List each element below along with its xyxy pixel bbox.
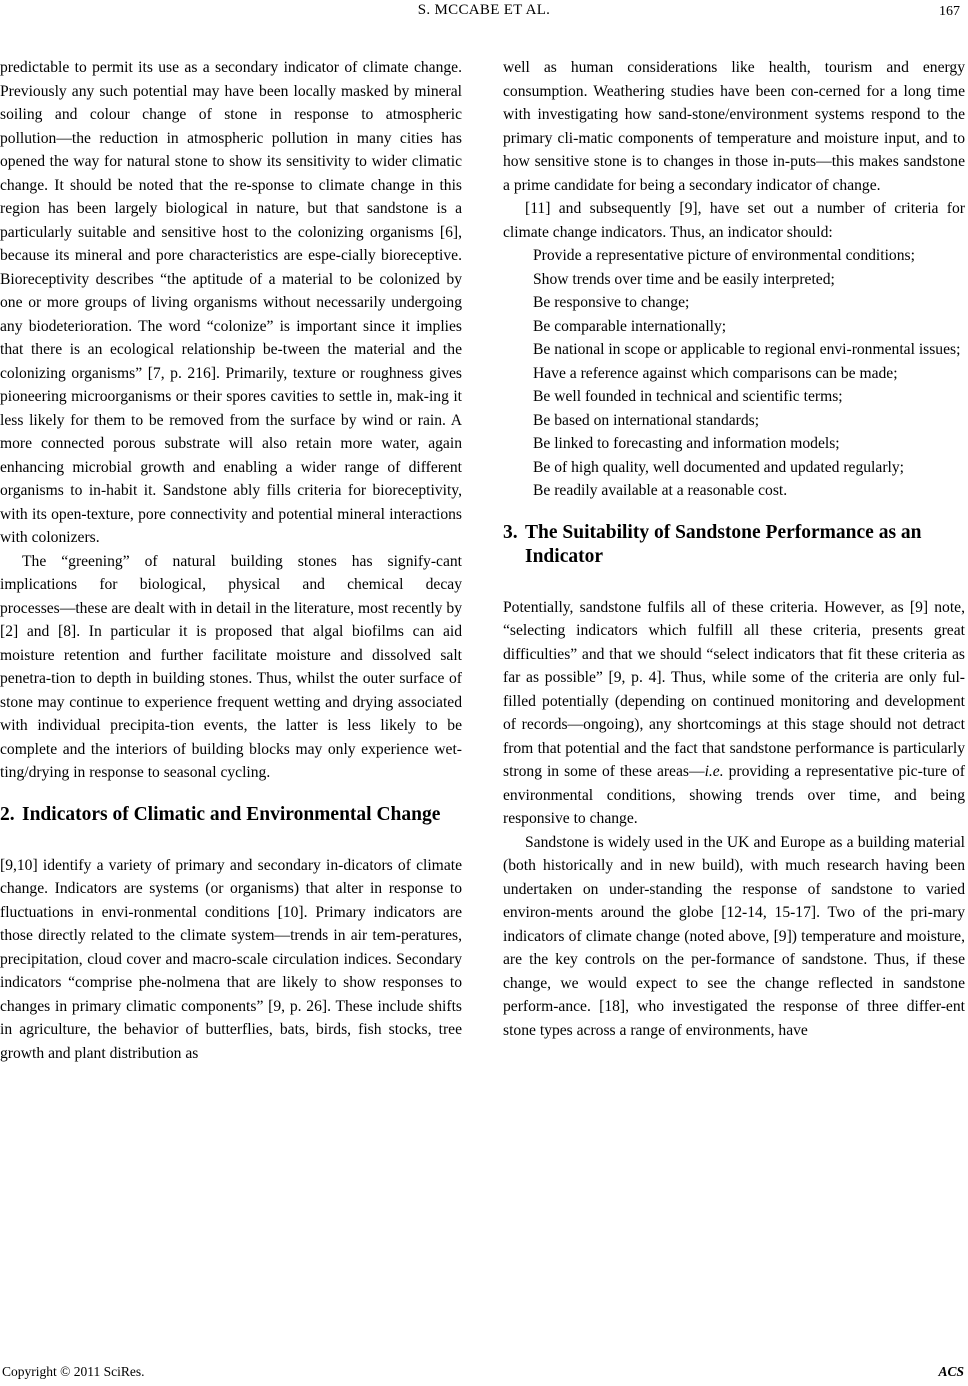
ie-abbreviation: i.e. xyxy=(704,763,724,780)
right-paragraph-3 xyxy=(503,596,965,831)
running-head xyxy=(0,0,968,26)
section-3-title: The Suitability of Sandstone Performance as an Indicator xyxy=(525,521,922,567)
criteria-item: Be comparable internationally; xyxy=(533,317,727,335)
criteria-item: Provide a representative picture of environmental conditions; xyxy=(533,247,915,264)
criteria-item: Show trends over time and be easily interpreted; xyxy=(533,270,835,288)
criteria-item: Be based on international standards; xyxy=(533,411,760,429)
criteria-item: Be national in scope or applicable to regional envi-ronmental issues; xyxy=(533,341,961,358)
left-paragraph-1: predictable to permit its use as a secondary indicator of climate change. Previously any such potential may have been locally masked by mineral soiling and colour change of stone in response to atmospheric pollution―the reduction in atmospheric pollution in many cities has opened the way for natural stone to show its sensitivity to wider climatic change. It should be noted that the re-sponse to climate change in this region has been largely biological in nature, but that sandstone is a particularly suitable and sensitive host to the colonizing organisms [6], because its mineral and pore characteristics are espe-cially bioreceptive. Bioreceptivity describes “the aptitude of a material to be colonized by one or more groups of living organisms without necessarily undergoing any biodeterioration. The word “colonize” is important since it implies that there is an ecological relationship be-tween the material and the colonizing organisms” [7, p. 216]. Primarily, texture or roughness gives pioneering microorganisms or their spores cavities to settle in, mak-ing it less likely for them to be removed from the surface by wind or rain. A more connected porous substrate will also retain more water, again enhancing microbial growth and enabling a wider range of different organisms to in-habit it. Sandstone ably fills criteria for bioreceptivity, with its open-texture, pore connectivity and potential mineral interactions with colonizers. xyxy=(0,59,462,546)
criteria-list xyxy=(503,244,965,503)
right-paragraph-3-text-a: Potentially, sandstone fulfils all of these criteria. However, as [9] note, “selecting indicators which fulfill all these criteria, presents great difficulties” and that we should “select indicators that fit these criteria as far as possible” [9, p. 4]. Thus, while some of the criteria are only ful-filled potentially (depending on continued monitoring and development of records―ongoing), any shortcomings at this stage should not detract from that potential and the fact that sandstone performance is particularly strong in some of these areas― xyxy=(503,598,965,780)
right-paragraph-4: Sandstone is widely used in the UK and Europe as a building material (both historically and in new build), with much research having been undertaken on under-standing the response of sandstone to varied environ-ments around the globe [12-14, 15-17]. Two of the pri-mary indicators of climate change (noted above, [9]) temperature and moisture, are the key controls on the per-formance of sandstone. Thus, if these change, we would expect to see the change reflected in sandstone perform-ance. [18], who investigated the response of three differ-ent stone types across a range of environments, have xyxy=(503,833,965,1039)
right-paragraph-3-text-b: providing a representative pic-ture of environmental conditions, showing trends over time, and being responsive to change. xyxy=(503,763,965,827)
section-3-number: 3. xyxy=(503,521,518,543)
criteria-item: Be linked to forecasting and information models; xyxy=(533,435,840,452)
left-paragraph-2: The “greening” of natural building stones has signify-cant implications for biological, physical and chemical decay processes―these are dealt with in detail in the literature, most recently by [2] and [8]. In particular it is proposed that algal biofilms can aid moisture retention and further facilitate moisture and dissolved salt penetra-tion to depth in building stones. Thus, whilst the outer surface of stone may continue to experience frequent wetting and drying associated with individual precipita-tion events, the latter is less likely to be complete and the interiors of building blocks may only experience wet-ting/drying in response to seasonal cycling. xyxy=(0,552,462,781)
criteria-item: Be responsive to change; xyxy=(533,294,690,311)
left-column xyxy=(0,56,462,1065)
section-2-number: 2. xyxy=(0,803,15,825)
criteria-item: Have a reference against which comparisons can be made; xyxy=(533,364,898,382)
right-column xyxy=(503,56,965,1042)
criteria-item: Be of high quality, well documented and updated regularly; xyxy=(533,458,904,476)
copyright-notice: Copyright © 2011 SciRes. xyxy=(2,1364,145,1379)
section-2-heading xyxy=(0,803,462,827)
right-paragraph-2: [11] and subsequently [9], have set out a number of criteria for climate change indicators. Thus, an indicator should: xyxy=(503,200,965,241)
journal-abbreviation: ACS xyxy=(938,1364,964,1379)
running-head-authors: S. MCCABE ET AL. xyxy=(417,2,551,18)
section-2-title: Indicators of Climatic and Environmental Change xyxy=(22,803,441,825)
criteria-item: Be well founded in technical and scientific terms; xyxy=(533,388,843,405)
left-paragraph-3: [9,10] identify a variety of primary and secondary in-dicators of climate change. Indicators are systems (or organisms) that alter in response to fluctuations in envi-ronmental conditions [10]. Primary indicators are those directly related to the climate system―trends in air tem-peratures, precipitation, cloud cover and macro-scale circulation indices. Secondary indicators “comprise phe-nolmena that are likely to show responses to changes in primary climatic components” [9, p. 26]. These include shifts in agriculture, the behavior of butterflies, bats, birds, fish stocks, tree growth and plant distribution as xyxy=(0,856,462,1062)
page-number: 167 xyxy=(939,4,960,19)
section-3-heading xyxy=(503,521,965,569)
right-paragraph-1: well as human considerations like health, tourism and energy consumption. Weathering studies have been con-cerned for a long time with investigating how sand-stone/environment systems respond to the primary cli-matic components of temperature and moisture input, and to how sensitive stone is to changes in those in-puts―this makes sandstone a prime candidate for being a secondary indicator of change. xyxy=(503,59,965,194)
criteria-item: Be readily available at a reasonable cost. xyxy=(533,482,788,499)
